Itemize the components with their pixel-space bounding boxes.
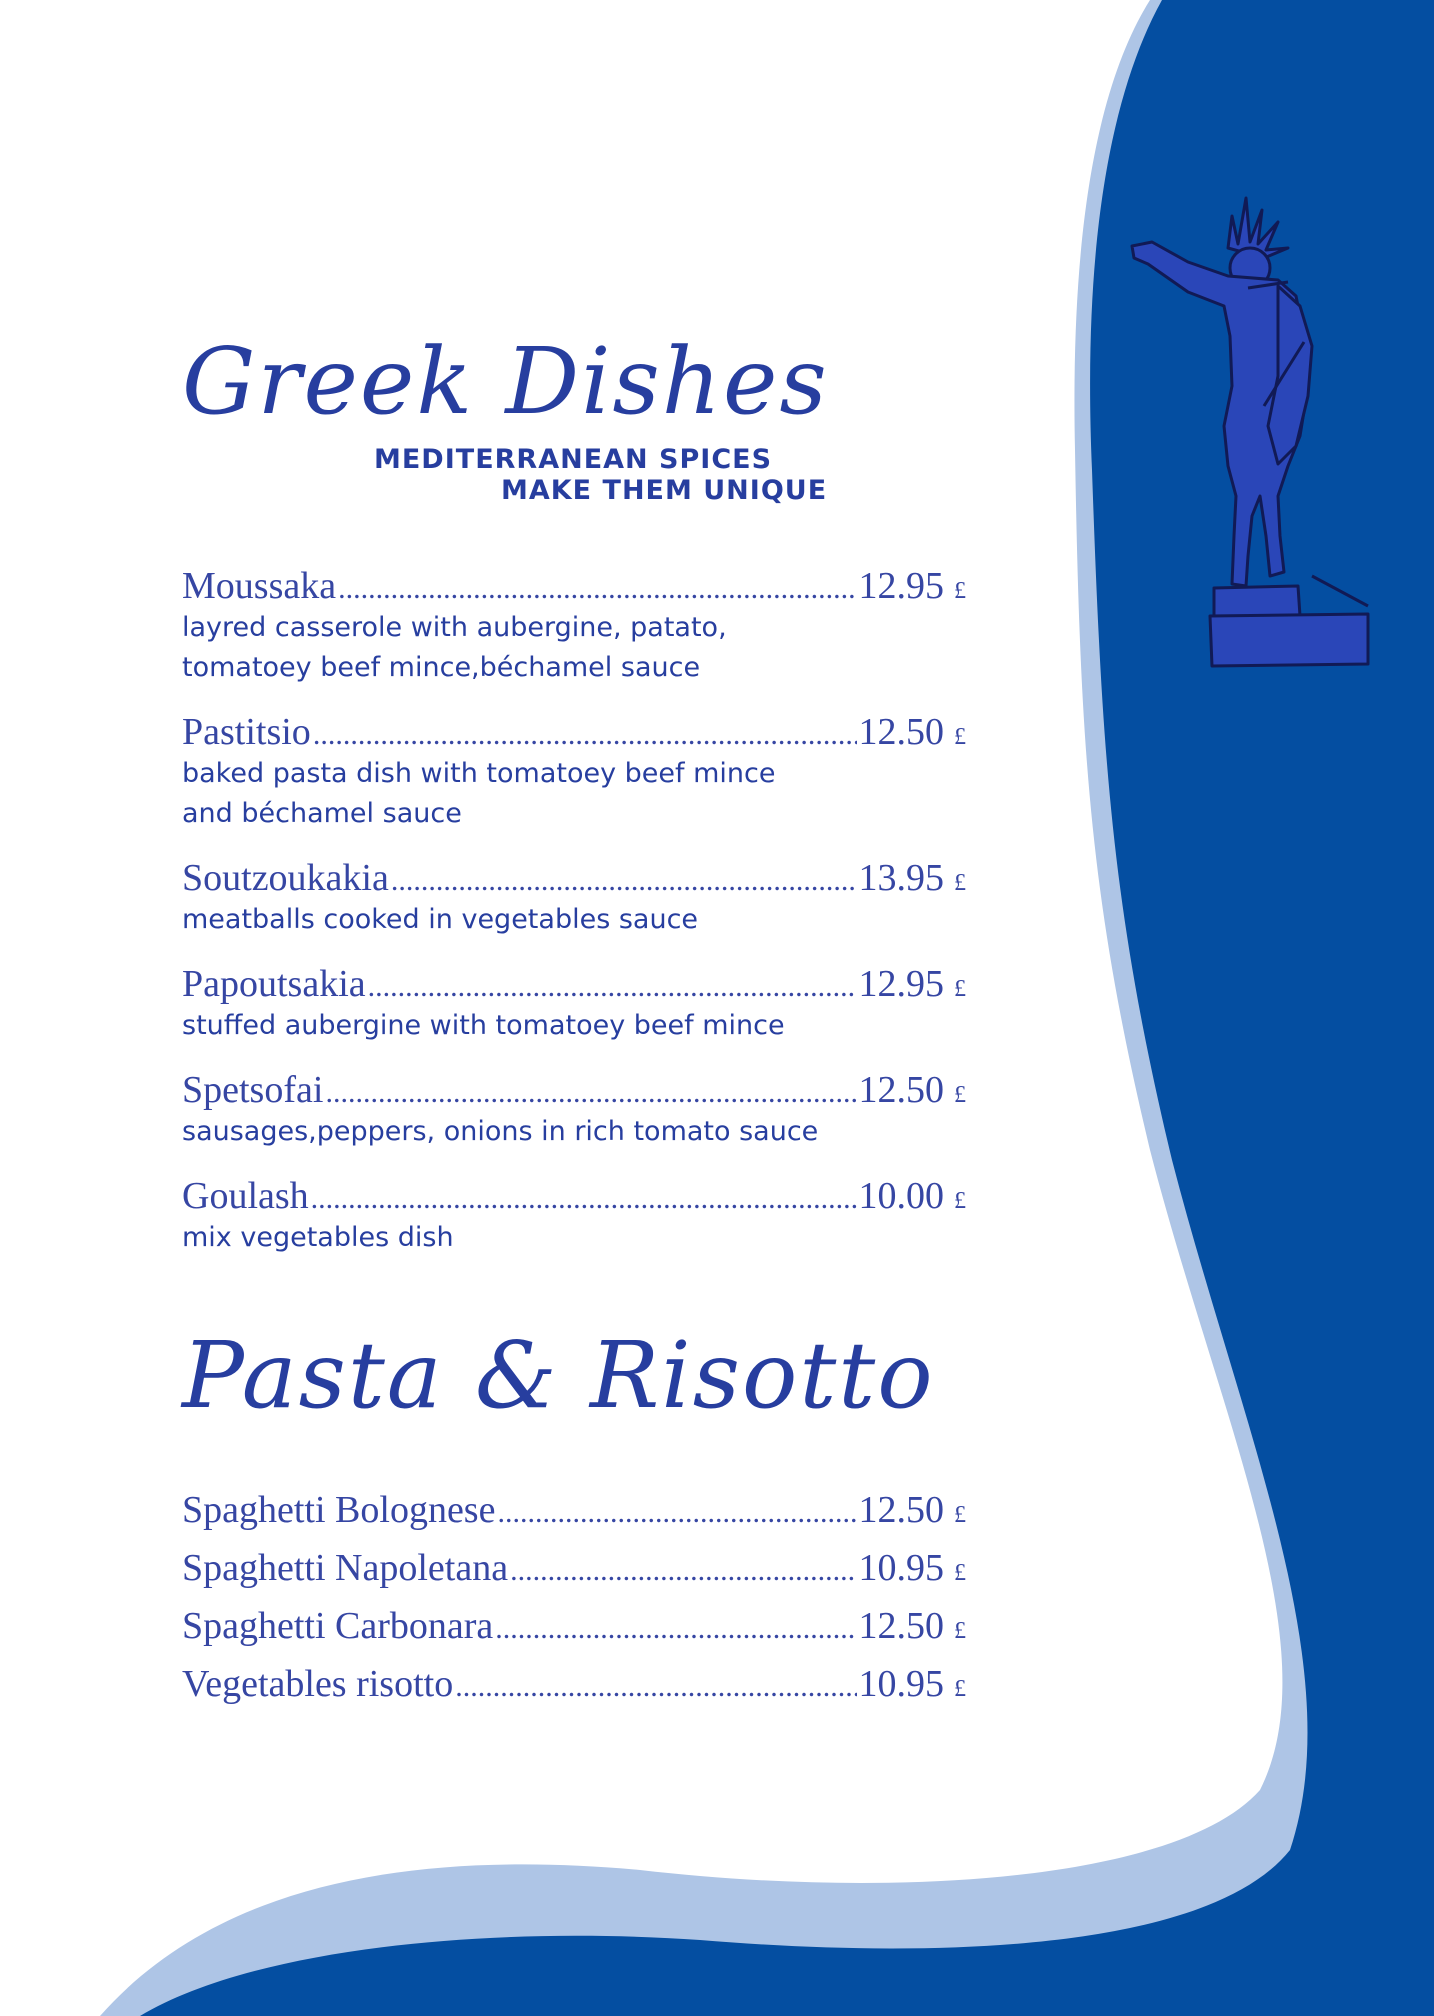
currency-symbol: £ [954, 1502, 966, 1528]
menu-item-price: 12.50 [858, 1069, 944, 1111]
menu-item-spaghetti-bolognese [182, 1488, 966, 1532]
menu-item-price: 13.95 [858, 857, 944, 899]
menu-item-price: 12.95 [858, 963, 944, 1005]
dot-leader [391, 864, 857, 898]
dot-leader [368, 970, 857, 1004]
currency-symbol: £ [954, 724, 966, 750]
menu-item-name: Soutzoukakia [182, 857, 389, 899]
menu-item-name: Spaghetti Napoletana [182, 1547, 509, 1589]
menu-item-price: 10.00 [858, 1175, 944, 1217]
dot-leader [497, 1496, 856, 1530]
menu-item-description: stuffed aubergine with tomatoey beef mince [182, 1010, 785, 1041]
currency-symbol: £ [954, 1618, 966, 1644]
menu-item-description: baked pasta dish with tomatoey beef mince and béchamel sauce [182, 758, 776, 829]
menu-item-description: meatballs cooked in vegetables sauce [182, 904, 699, 935]
menu-item-moussaka [182, 564, 966, 688]
dot-leader [338, 572, 856, 606]
menu-item-price: 12.50 [858, 1489, 944, 1531]
dot-leader [325, 1076, 856, 1110]
subtitle [374, 444, 827, 506]
menu-item-papoutsakia [182, 962, 966, 1046]
menu-item-spaghetti-carbonara [182, 1604, 966, 1648]
menu-item-price: 12.95 [858, 565, 944, 607]
pasta-risotto-title: Pasta & Risotto [182, 1322, 935, 1429]
dot-leader [495, 1612, 856, 1646]
subtitle-line-2: MAKE THEM UNIQUE [501, 475, 828, 506]
menu-item-pastitsio [182, 710, 966, 834]
dot-leader [455, 1670, 856, 1704]
menu-item-name: Spaghetti Bolognese [182, 1489, 496, 1531]
greek-dishes-menu [182, 564, 966, 1280]
menu-item-name: Spaghetti Carbonara [182, 1605, 494, 1647]
currency-symbol: £ [954, 1676, 966, 1702]
menu-item-description: mix vegetables dish [182, 1222, 454, 1253]
menu-item-vegetables-risotto [182, 1662, 966, 1706]
menu-item-name: Spetsofai [182, 1069, 324, 1111]
menu-item-price: 12.50 [858, 1605, 944, 1647]
menu-item-price: 10.95 [858, 1547, 944, 1589]
menu-item-name: Pastitsio [182, 711, 311, 753]
currency-symbol: £ [954, 578, 966, 604]
menu-item-soutzoukakia [182, 856, 966, 940]
greek-dishes-title: Greek Dishes [182, 328, 829, 435]
menu-item-name: Goulash [182, 1175, 309, 1217]
menu-item-description: sausages,peppers, onions in rich tomato sauce [182, 1116, 819, 1147]
dot-leader [510, 1554, 856, 1588]
menu-item-goulash [182, 1174, 966, 1258]
statue-icon [1128, 196, 1374, 674]
dot-leader [311, 1182, 857, 1216]
subtitle-line-1: MEDITERRANEAN SPICES [374, 444, 773, 475]
currency-symbol: £ [954, 870, 966, 896]
dot-leader [313, 718, 857, 752]
menu-item-name: Moussaka [182, 565, 337, 607]
menu-item-name: Papoutsakia [182, 963, 366, 1005]
menu-item-price: 12.50 [858, 711, 944, 753]
menu-item-spetsofai [182, 1068, 966, 1152]
menu-item-spaghetti-napoletana [182, 1546, 966, 1590]
menu-item-price: 10.95 [858, 1663, 944, 1705]
currency-symbol: £ [954, 1188, 966, 1214]
pasta-risotto-menu [182, 1488, 966, 1720]
currency-symbol: £ [954, 976, 966, 1002]
menu-item-description: layred casserole with aubergine, patato, tomatoey beef mince,béchamel sauce [182, 612, 727, 683]
currency-symbol: £ [954, 1560, 966, 1586]
currency-symbol: £ [954, 1082, 966, 1108]
menu-item-name: Vegetables risotto [182, 1663, 454, 1705]
